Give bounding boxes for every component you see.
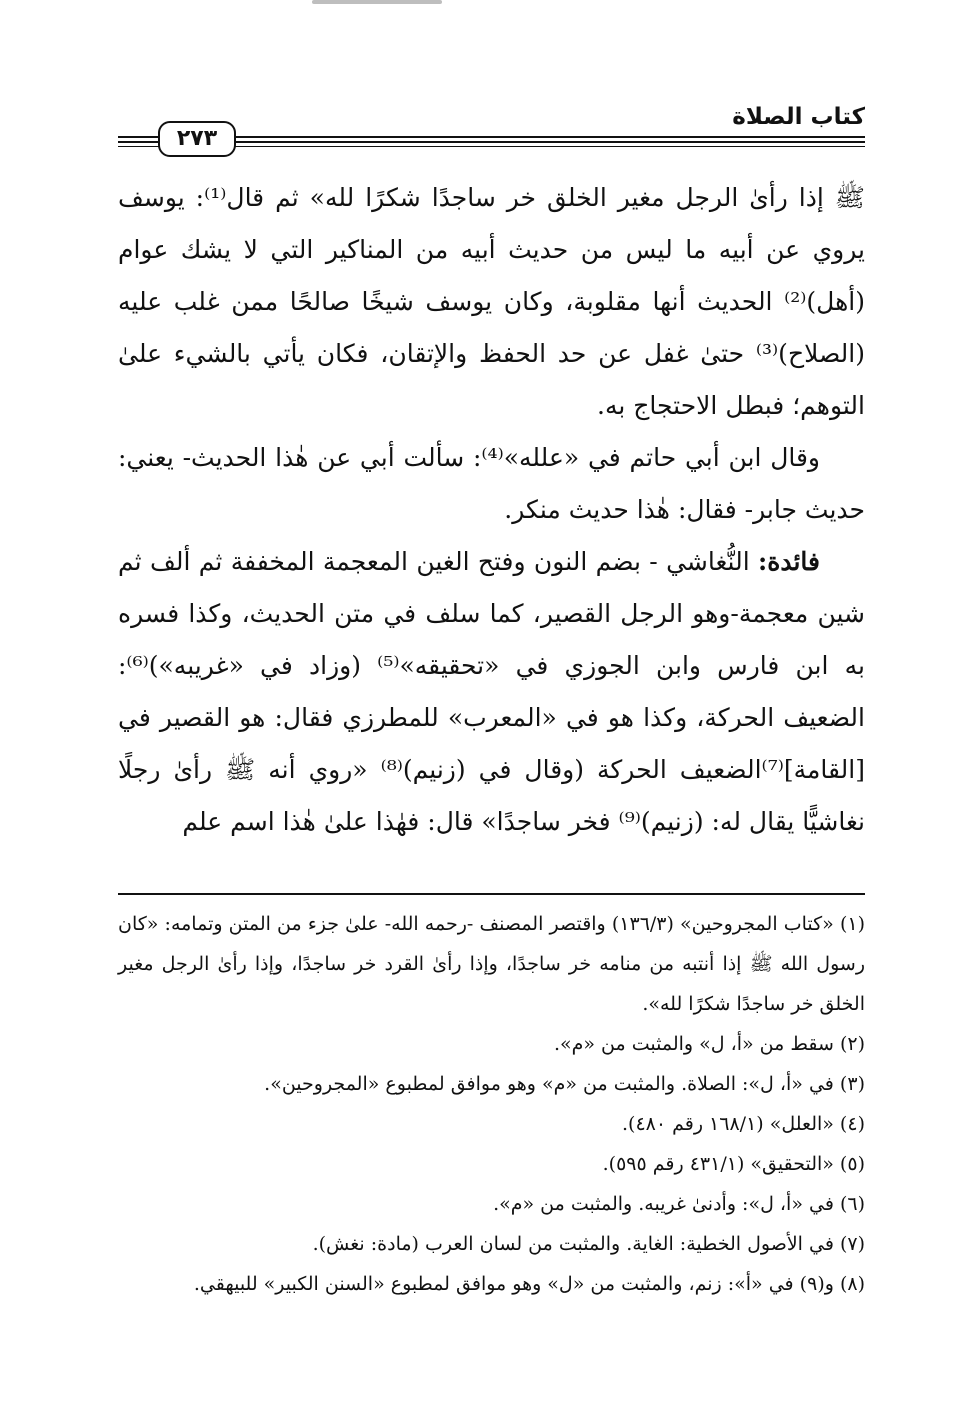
footnote: (٧) في الأصول الخطية: الغاية. والمثبت من لسان العرب (مادة: نغش).: [312, 1233, 865, 1255]
page-header: [118, 104, 865, 156]
fayda-paragraph: [118, 536, 865, 848]
footnote: (٥) «التحقيق» (٤٣١/١ رقم ٥٩٥).: [602, 1153, 865, 1175]
footnote: (٣) في «أ، ل»: الصلاة. والمثبت من «م» وهو موافق لمطبوع «المجروحين».: [264, 1073, 865, 1095]
body-paragraph: ﷺ إذا رأىٰ الرجل مغير الخلق خر ساجدًا شكرًا لله» ثم قال⁽¹⁾: يوسف يروي عن أبيه ما ليس من حديث أبيه من المناكير التي لا يشك عوام (أهل)⁽²⁾ الحديث أنها مقلوبة، وكان يوسف شيخًا صالحًا ممن غلب عليه (الصلاح)⁽³⁾ حتىٰ غفل عن حد الحفظ والإتقان، فكان يأتي بالشيء علىٰ التوهم؛ فبطل الاحتجاج به.: [118, 183, 865, 420]
footnotes: [118, 904, 865, 1304]
body-paragraph: وقال ابن أبي حاتم في «علله»⁽⁴⁾: سألت أبي عن هٰذا الحديث- يعني: حديث جابر- فقال: هٰذا حديث منكر.: [118, 443, 865, 524]
main-text: [118, 172, 865, 848]
book-title: كتاب الصلاة: [732, 104, 865, 130]
footnote: (٨) و(٩) في «أ»: زنم، والمثبت من «ل» وهو موافق لمطبوع «السنن الكبير» للبيهقي.: [193, 1273, 865, 1295]
fayda-label: فائدة:: [758, 547, 820, 576]
footnote-separator: [118, 893, 865, 895]
page-number: ٢٧٣: [158, 121, 236, 157]
footnote: (٤) «العلل» (١٦٨/١ رقم ٤٨٠).: [621, 1113, 865, 1135]
fayda-text: النُّغاشي - بضم النون وفتح الغين المعجمة المخففة ثم ألف ثم شين معجمة-وهو الرجل القصير، كما سلف في متن الحديث، وكذا فسره به ابن فارس وابن الجوزي في «تحقيقه»⁽⁵⁾ (وزاد في «غريبه»)⁽⁶⁾: الضعيف الحركة، وكذا هو في «المعرب» للمطرزي فقال: هو القصير في [القامة]⁽⁷⁾الضعيف الحركة (وقال في (زنيم)⁽⁸⁾ «روي أنه ﷺ رأىٰ رجلًا نغاشيًّا يقال له: (زنيم)⁽⁹⁾ فخر ساجدًا» قال: فهٰذا علىٰ هٰذا اسم علم: [118, 547, 865, 836]
footnote: (٦) في «أ، ل»: وأدنىٰ غريبه. والمثبت من «م».: [493, 1193, 865, 1215]
scan-mark: [312, 0, 442, 4]
footnote: (١) «كتاب المجروحين» (١٣٦/٣) واقتصر المصنف -رحمه الله- علىٰ جزء من المتن وتمامه: «كان رسول الله ﷺ إذا أنتبه من منامه خر ساجدًا، وإذا رأىٰ القرد خر ساجدًا، وإذا رأىٰ الرجل مغير الخلق خر ساجدًا شكرًا لله».: [118, 913, 865, 1015]
footnote: (٢) سقط من «أ، ل» والمثبت من «م».: [553, 1033, 865, 1055]
